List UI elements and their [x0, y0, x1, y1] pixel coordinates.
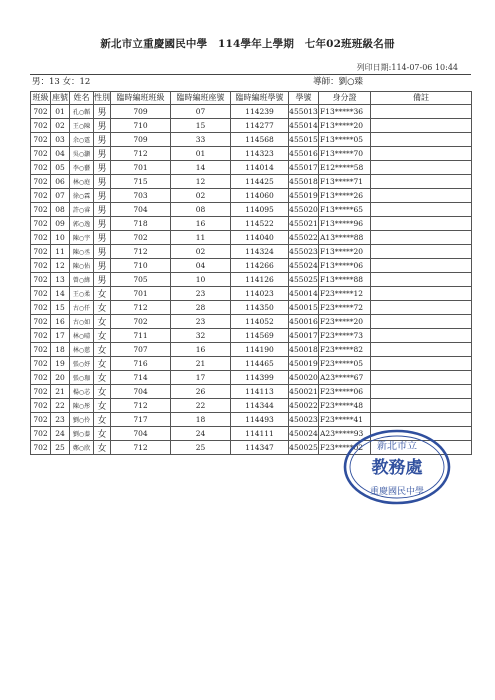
cell-temp-class: 701: [111, 286, 171, 300]
cell-class: 702: [31, 188, 51, 202]
cell-remarks: [371, 202, 472, 216]
cell-student-id: 450015: [289, 300, 319, 314]
cell-temp-student-id: 114052: [231, 314, 289, 328]
cell-temp-student-id: 114040: [231, 230, 289, 244]
cell-class: 702: [31, 384, 51, 398]
cell-national-id: F13*****65: [319, 202, 371, 216]
cell-temp-seat: 22: [171, 398, 231, 412]
cell-national-id: F23*****02: [319, 440, 371, 454]
cell-student-id: 455020: [289, 202, 319, 216]
cell-temp-seat: 14: [171, 160, 231, 174]
cell-class: 702: [31, 118, 51, 132]
cell-temp-student-id: 114399: [231, 370, 289, 384]
cell-name: 劉○伶: [70, 412, 94, 426]
table-row: [31, 286, 472, 300]
cell-seat: 19: [51, 356, 70, 370]
cell-temp-class: 709: [111, 132, 171, 146]
table-row: [31, 356, 472, 370]
cell-temp-class: 702: [111, 314, 171, 328]
cell-student-id: 450023: [289, 412, 319, 426]
roster-body: [31, 104, 472, 454]
cell-name: 張○妤: [70, 356, 94, 370]
table-row: [31, 202, 472, 216]
table-row: [31, 174, 472, 188]
table-header-row: [31, 92, 472, 105]
cell-gender: 女: [94, 426, 111, 440]
table-row: [31, 104, 472, 118]
cell-seat: 06: [51, 174, 70, 188]
cell-student-id: 450016: [289, 314, 319, 328]
cell-name: 郭○逸: [70, 216, 94, 230]
cell-name: 許○睿: [70, 202, 94, 216]
cell-student-id: 455016: [289, 146, 319, 160]
table-row: [31, 230, 472, 244]
cell-national-id: F13*****05: [319, 132, 371, 146]
cell-name: 林○晴: [70, 328, 94, 342]
col-header-gender: 性別: [94, 93, 110, 103]
cell-gender: 男: [94, 272, 111, 286]
cell-name: 鄭○欣: [70, 440, 94, 454]
cell-temp-student-id: 114014: [231, 160, 289, 174]
cell-name: 林○慈: [70, 342, 94, 356]
cell-temp-seat: 01: [171, 146, 231, 160]
cell-name: 曾○緯: [70, 272, 94, 286]
cell-temp-class: 705: [111, 272, 171, 286]
cell-class: 702: [31, 272, 51, 286]
cell-temp-student-id: 114522: [231, 216, 289, 230]
cell-national-id: A13*****88: [319, 230, 371, 244]
cell-remarks: [371, 342, 472, 356]
cell-temp-class: 712: [111, 300, 171, 314]
cell-name: 吳○灝: [70, 146, 94, 160]
cell-seat: 02: [51, 118, 70, 132]
cell-national-id: F13*****06: [319, 258, 371, 272]
cell-student-id: 455013: [289, 104, 319, 118]
table-row: [31, 398, 472, 412]
cell-national-id: F23*****20: [319, 314, 371, 328]
cell-national-id: F23*****72: [319, 300, 371, 314]
page-title: 新北市立重慶國民中學 114學年上學期 七年02班班級名冊: [100, 38, 395, 50]
cell-seat: 13: [51, 272, 70, 286]
cell-temp-class: 711: [111, 328, 171, 342]
cell-national-id: A23*****67: [319, 370, 371, 384]
table-row: [31, 300, 472, 314]
cell-class: 702: [31, 440, 51, 454]
cell-remarks: [371, 300, 472, 314]
cell-temp-class: 701: [111, 160, 171, 174]
cell-gender: 女: [94, 314, 111, 328]
cell-gender: 男: [94, 216, 111, 230]
cell-seat: 10: [51, 230, 70, 244]
cell-national-id: F13*****20: [319, 244, 371, 258]
cell-temp-student-id: 114350: [231, 300, 289, 314]
cell-remarks: [371, 216, 472, 230]
cell-name: 陳○丞: [70, 244, 94, 258]
cell-temp-student-id: 114190: [231, 342, 289, 356]
cell-class: 702: [31, 342, 51, 356]
cell-gender: 女: [94, 286, 111, 300]
cell-national-id: F13*****20: [319, 118, 371, 132]
cell-seat: 21: [51, 384, 70, 398]
cell-gender: 女: [94, 300, 111, 314]
cell-temp-class: 704: [111, 202, 171, 216]
cell-remarks: [371, 370, 472, 384]
cell-temp-seat: 10: [171, 272, 231, 286]
cell-class: 702: [31, 160, 51, 174]
cell-temp-seat: 02: [171, 244, 231, 258]
cell-class: 702: [31, 244, 51, 258]
cell-student-id: 450021: [289, 384, 319, 398]
cell-temp-student-id: 114266: [231, 258, 289, 272]
cell-national-id: F23*****12: [319, 286, 371, 300]
table-row: [31, 118, 472, 132]
cell-seat: 01: [51, 104, 70, 118]
cell-class: 702: [31, 216, 51, 230]
table-row: [31, 188, 472, 202]
table-row: [31, 258, 472, 272]
cell-temp-seat: 07: [171, 104, 231, 118]
cell-temp-class: 712: [111, 440, 171, 454]
cell-student-id: 450022: [289, 398, 319, 412]
cell-temp-student-id: 114568: [231, 132, 289, 146]
cell-gender: 男: [94, 174, 111, 188]
table-row: [31, 146, 472, 160]
cell-name: 古○如: [70, 314, 94, 328]
cell-student-id: 455022: [289, 230, 319, 244]
cell-seat: 24: [51, 426, 70, 440]
cell-temp-seat: 17: [171, 370, 231, 384]
col-header-remarks: 備註: [371, 92, 472, 105]
cell-national-id: F23*****48: [319, 398, 371, 412]
cell-temp-student-id: 114569: [231, 328, 289, 342]
cell-temp-seat: 28: [171, 300, 231, 314]
cell-remarks: [371, 188, 472, 202]
cell-student-id: 450019: [289, 356, 319, 370]
cell-class: 702: [31, 104, 51, 118]
cell-name: 楊○芯: [70, 384, 94, 398]
cell-name: 張○珈: [70, 370, 94, 384]
cell-remarks: [371, 412, 472, 426]
cell-name: 古○仟: [70, 300, 94, 314]
school-office-seal: [343, 428, 451, 506]
cell-student-id: 455021: [289, 216, 319, 230]
cell-seat: 07: [51, 188, 70, 202]
cell-class: 702: [31, 300, 51, 314]
cell-seat: 11: [51, 244, 70, 258]
cell-temp-student-id: 114323: [231, 146, 289, 160]
cell-temp-seat: 16: [171, 342, 231, 356]
cell-class: 702: [31, 286, 51, 300]
cell-temp-class: 712: [111, 146, 171, 160]
cell-name: 徐○霖: [70, 188, 94, 202]
cell-student-id: 450024: [289, 426, 319, 440]
cell-gender: 女: [94, 342, 111, 356]
cell-national-id: F13*****71: [319, 174, 371, 188]
cell-student-id: 450025: [289, 440, 319, 454]
cell-class: 702: [31, 146, 51, 160]
cell-student-id: 455017: [289, 160, 319, 174]
cell-remarks: [371, 384, 472, 398]
col-header-temp-class: 臨時編班班級: [111, 92, 171, 105]
cell-student-id: 455019: [289, 188, 319, 202]
cell-seat: 20: [51, 370, 70, 384]
table-row: [31, 244, 472, 258]
cell-gender: 男: [94, 132, 111, 146]
table-row: [31, 272, 472, 286]
cell-temp-class: 710: [111, 258, 171, 272]
cell-seat: 23: [51, 412, 70, 426]
cell-temp-class: 707: [111, 342, 171, 356]
table-row: [31, 314, 472, 328]
cell-remarks: [371, 118, 472, 132]
homeroom-teacher: 導師：劉○臻: [313, 77, 363, 87]
cell-temp-seat: 25: [171, 440, 231, 454]
cell-temp-seat: 23: [171, 286, 231, 300]
cell-name: 孔○韜: [70, 104, 94, 118]
cell-seat: 05: [51, 160, 70, 174]
cell-gender: 女: [94, 412, 111, 426]
cell-seat: 25: [51, 440, 70, 454]
col-header-national-id: 身分證: [319, 92, 371, 105]
col-header-name: 姓名: [70, 92, 94, 105]
cell-temp-seat: 21: [171, 356, 231, 370]
cell-temp-class: 704: [111, 384, 171, 398]
cell-class: 702: [31, 328, 51, 342]
cell-remarks: [371, 286, 472, 300]
cell-national-id: F13*****96: [319, 216, 371, 230]
seal-top-text: 新北市立: [377, 441, 417, 452]
cell-student-id: 450014: [289, 286, 319, 300]
cell-name: 陳○宇: [70, 230, 94, 244]
table-row: [31, 328, 472, 342]
cell-remarks: [371, 356, 472, 370]
cell-temp-class: 702: [111, 230, 171, 244]
col-header-class: 班級: [32, 93, 49, 103]
header-rule: [30, 74, 471, 75]
cell-temp-class: 718: [111, 216, 171, 230]
cell-student-id: 455024: [289, 258, 319, 272]
cell-name: 林○庭: [70, 174, 94, 188]
cell-seat: 09: [51, 216, 70, 230]
cell-temp-class: 709: [111, 104, 171, 118]
cell-temp-class: 716: [111, 356, 171, 370]
cell-remarks: [371, 272, 472, 286]
cell-student-id: 455023: [289, 244, 319, 258]
seal-center-text: 教務處: [371, 458, 423, 478]
cell-gender: 男: [94, 146, 111, 160]
cell-national-id: F13*****88: [319, 272, 371, 286]
cell-national-id: A23*****93: [319, 426, 371, 440]
cell-seat: 08: [51, 202, 70, 216]
cell-class: 702: [31, 314, 51, 328]
cell-class: 702: [31, 202, 51, 216]
cell-temp-student-id: 114095: [231, 202, 289, 216]
table-row: [31, 216, 472, 230]
cell-remarks: [371, 314, 472, 328]
cell-class: 702: [31, 174, 51, 188]
cell-national-id: F23*****05: [319, 356, 371, 370]
cell-student-id: 455018: [289, 174, 319, 188]
cell-temp-student-id: 114277: [231, 118, 289, 132]
cell-temp-student-id: 114347: [231, 440, 289, 454]
cell-remarks: [371, 258, 472, 272]
cell-seat: 18: [51, 342, 70, 356]
cell-gender: 女: [94, 398, 111, 412]
cell-class: 702: [31, 370, 51, 384]
table-row: [31, 384, 472, 398]
cell-seat: 17: [51, 328, 70, 342]
cell-temp-class: 714: [111, 370, 171, 384]
cell-gender: 男: [94, 118, 111, 132]
cell-remarks: [371, 230, 472, 244]
cell-class: 702: [31, 426, 51, 440]
cell-remarks: [371, 132, 472, 146]
gender-counts: 男：13 女：12: [32, 77, 91, 87]
cell-gender: 男: [94, 160, 111, 174]
cell-temp-class: 710: [111, 118, 171, 132]
cell-temp-seat: 15: [171, 118, 231, 132]
cell-gender: 女: [94, 356, 111, 370]
cell-national-id: F23*****41: [319, 412, 371, 426]
cell-temp-seat: 32: [171, 328, 231, 342]
table-row: [31, 132, 472, 146]
cell-student-id: 450017: [289, 328, 319, 342]
cell-temp-seat: 04: [171, 258, 231, 272]
cell-gender: 男: [94, 258, 111, 272]
cell-gender: 女: [94, 384, 111, 398]
cell-student-id: 450020: [289, 370, 319, 384]
cell-temp-seat: 02: [171, 188, 231, 202]
cell-temp-student-id: 114060: [231, 188, 289, 202]
cell-temp-class: 712: [111, 244, 171, 258]
cell-student-id: 450018: [289, 342, 319, 356]
student-roster-table: [30, 91, 472, 455]
cell-gender: 女: [94, 328, 111, 342]
cell-temp-seat: 16: [171, 216, 231, 230]
cell-temp-student-id: 114126: [231, 272, 289, 286]
cell-temp-seat: 08: [171, 202, 231, 216]
cell-class: 702: [31, 398, 51, 412]
cell-national-id: F23*****06: [319, 384, 371, 398]
cell-temp-class: 712: [111, 398, 171, 412]
cell-class: 702: [31, 230, 51, 244]
cell-name: 李○藝: [70, 160, 94, 174]
cell-seat: 16: [51, 314, 70, 328]
cell-name: 王○陳: [70, 118, 94, 132]
cell-national-id: F13*****36: [319, 104, 371, 118]
cell-temp-student-id: 114239: [231, 104, 289, 118]
cell-temp-student-id: 114465: [231, 356, 289, 370]
cell-student-id: 455014: [289, 118, 319, 132]
col-header-temp-student-id: 臨時編班學號: [231, 92, 289, 105]
cell-name: 陳○佑: [70, 258, 94, 272]
cell-seat: 12: [51, 258, 70, 272]
seal-bottom-text: 重慶國民中學: [369, 487, 425, 497]
cell-class: 702: [31, 258, 51, 272]
cell-national-id: F13*****26: [319, 188, 371, 202]
cell-remarks: [371, 146, 472, 160]
cell-remarks: [371, 328, 472, 342]
cell-temp-class: 715: [111, 174, 171, 188]
cell-temp-class: 717: [111, 412, 171, 426]
cell-class: 702: [31, 412, 51, 426]
cell-temp-seat: 18: [171, 412, 231, 426]
cell-seat: 14: [51, 286, 70, 300]
cell-temp-class: 704: [111, 426, 171, 440]
cell-name: 余○霆: [70, 132, 94, 146]
cell-seat: 15: [51, 300, 70, 314]
cell-remarks: [371, 244, 472, 258]
cell-gender: 男: [94, 104, 111, 118]
cell-remarks: [371, 104, 472, 118]
cell-temp-student-id: 114493: [231, 412, 289, 426]
table-row: [31, 370, 472, 384]
cell-gender: 女: [94, 440, 111, 454]
cell-class: 702: [31, 356, 51, 370]
table-row: [31, 342, 472, 356]
cell-gender: 男: [94, 230, 111, 244]
cell-gender: 男: [94, 202, 111, 216]
cell-temp-student-id: 114344: [231, 398, 289, 412]
cell-temp-student-id: 114113: [231, 384, 289, 398]
cell-name: 劉○蓁: [70, 426, 94, 440]
cell-temp-class: 703: [111, 188, 171, 202]
cell-temp-student-id: 114023: [231, 286, 289, 300]
cell-temp-seat: 33: [171, 132, 231, 146]
cell-seat: 22: [51, 398, 70, 412]
table-row: [31, 160, 472, 174]
cell-remarks: [371, 174, 472, 188]
cell-remarks: [371, 160, 472, 174]
col-header-temp-seat: 臨時編班座號: [171, 92, 231, 105]
cell-seat: 04: [51, 146, 70, 160]
cell-temp-seat: 12: [171, 174, 231, 188]
cell-national-id: F23*****82: [319, 342, 371, 356]
cell-national-id: F13*****70: [319, 146, 371, 160]
cell-temp-seat: 23: [171, 314, 231, 328]
cell-temp-seat: 24: [171, 426, 231, 440]
col-header-seat: 座號: [52, 93, 68, 103]
cell-national-id: E12*****58: [319, 160, 371, 174]
cell-temp-seat: 26: [171, 384, 231, 398]
cell-temp-student-id: 114324: [231, 244, 289, 258]
table-row: [31, 412, 472, 426]
cell-gender: 男: [94, 188, 111, 202]
cell-student-id: 455025: [289, 272, 319, 286]
cell-temp-student-id: 114425: [231, 174, 289, 188]
col-header-student-id: 學號: [289, 92, 319, 105]
cell-seat: 03: [51, 132, 70, 146]
cell-temp-student-id: 114111: [231, 426, 289, 440]
class-summary: [30, 76, 471, 89]
cell-gender: 男: [94, 244, 111, 258]
cell-name: 陳○彤: [70, 398, 94, 412]
cell-name: 王○柔: [70, 286, 94, 300]
cell-class: 702: [31, 132, 51, 146]
print-date: 列印日期:114-07-06 10:44: [356, 63, 458, 72]
cell-temp-seat: 11: [171, 230, 231, 244]
cell-gender: 女: [94, 370, 111, 384]
cell-student-id: 455015: [289, 132, 319, 146]
cell-national-id: F23*****73: [319, 328, 371, 342]
cell-remarks: [371, 398, 472, 412]
